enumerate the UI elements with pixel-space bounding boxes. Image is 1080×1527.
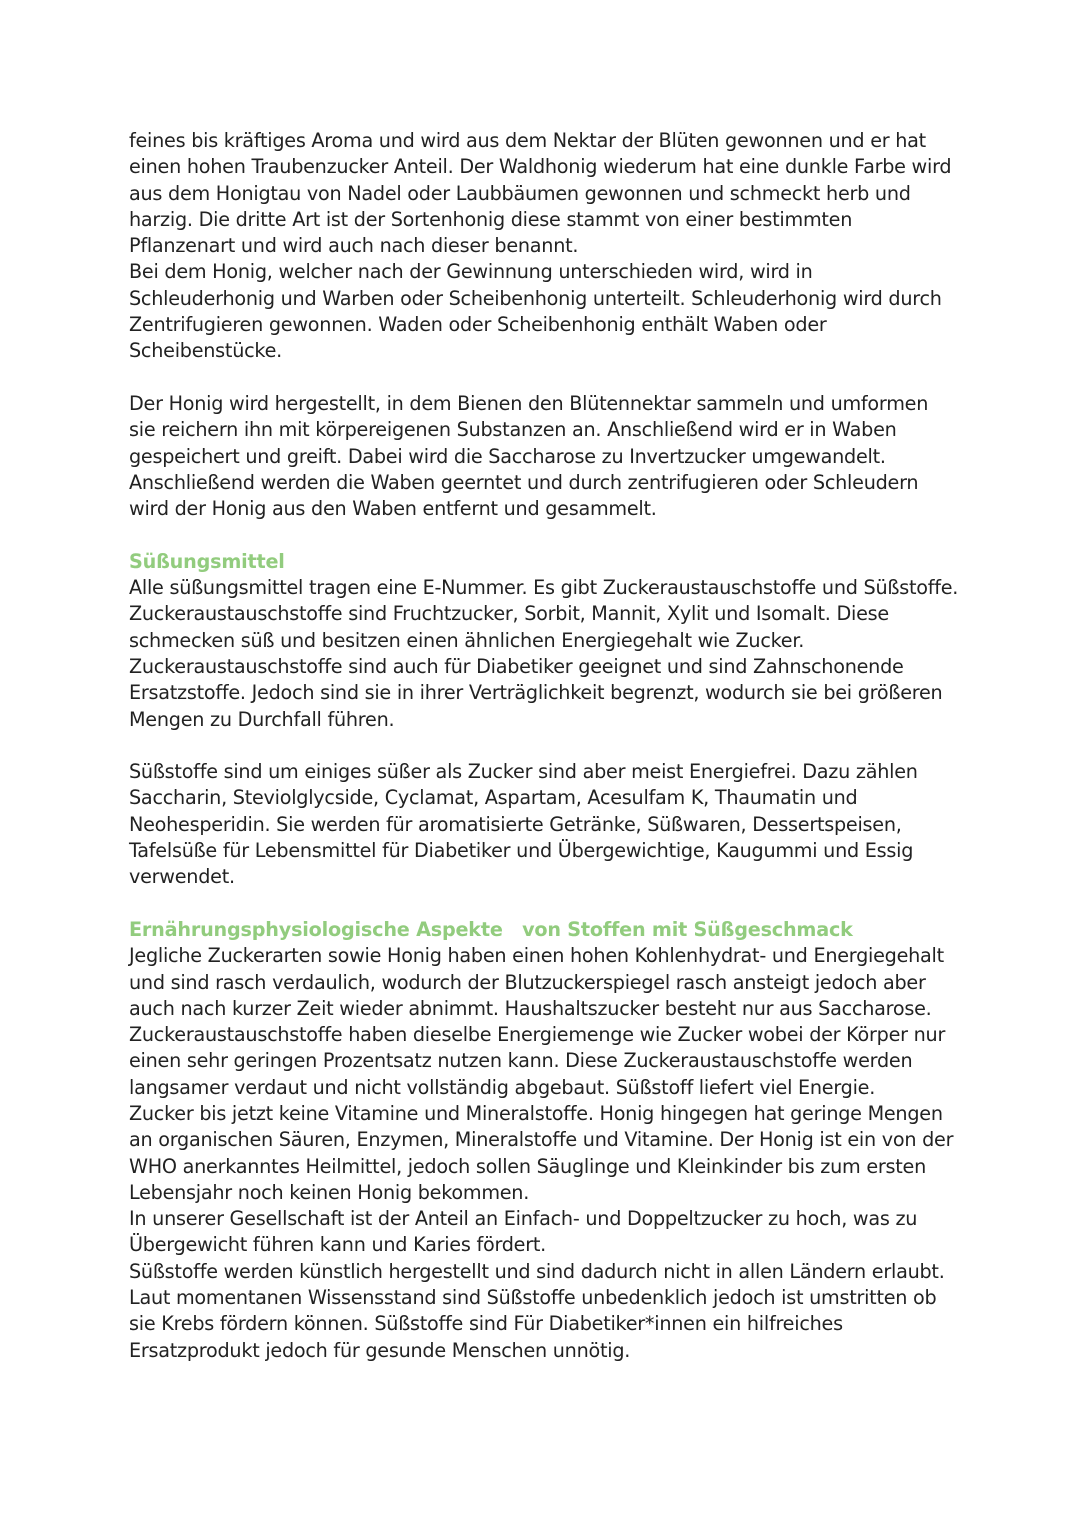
- vitamins-minerals-paragraph: Zucker bis jetzt keine Vitamine und Mineralstoffe. Honig hingegen hat geringe Mengen an organischen Säuren, Enzymen, Mineralstoffe und Vitamine. Der Honig ist ein von der WHO anerkanntes Heilmittel, jedoch sollen Säuglinge und Kleinkinder bis zum ersten Lebensjahr noch keinen Honig bekommen.: [129, 1101, 954, 1204]
- nutrition-aspects-heading: Ernährungsphysiologische Aspekte von Stoffen mit Süßgeschmack: [129, 917, 853, 941]
- artificial-sweeteners-paragraph: Süßstoffe sind um einiges süßer als Zucker sind aber meist Energiefrei. Dazu zählen Saccharin, Steviolglycside, Cyclamat, Aspartam, Acesulfam K, Thaumatin und Neohesperidin. Sie werden für aromatisierte Getränke, Süßwaren, Dessertspeisen, Tafelsüße für Lebensmittel für Diabetiker und Übergewichtige, Kaugummi und Essig verwendet.: [129, 760, 918, 889]
- paragraph-spacer: [129, 733, 959, 759]
- paragraph-spacer: [129, 365, 959, 391]
- document-page: [129, 128, 959, 1364]
- society-sugar-paragraph: In unserer Gesellschaft ist der Anteil an Einfach- und Doppeltzucker zu hoch, was zu Übergewicht führen kann und Karies fördert.: [129, 1207, 918, 1257]
- sweetener-regulation-paragraph: Süßstoffe werden künstlich hergestellt und sind dadurch nicht in allen Ländern erlaubt. Laut momentanen Wissensstand sind Süßstoffe unbedenklich jedoch ist umstritten ob sie Krebs fördern können. Süßstoffe sind Für Diabetiker*innen ein hilfreiches Ersatzprodukt jedoch für gesunde Menschen unnötig.: [129, 1259, 945, 1362]
- sweeteners-heading: Süßungsmittel: [129, 549, 285, 573]
- paragraph-spacer: [129, 522, 959, 548]
- paragraph-spacer: [129, 891, 959, 917]
- sugar-digestion-paragraph: Jegliche Zuckerarten sowie Honig haben einen hohen Kohlenhydrat- und Energiegehalt und sind rasch verdaulich, wodurch der Blutzuckerspiegel rasch ansteigt jedoch aber auch nach kurzer Zeit wieder abnimmt. Haushaltszucker besteht nur aus Saccharose. Zuckeraustauschstoffe haben dieselbe Energiemenge wie Zucker wobei der Körper nur einen sehr geringen Prozentsatz nutzen kann. Diese Zuckeraustauschstoffe werden langsamer verdaut und nicht vollständig abgebaut. Süßstoff liefert viel Energie.: [129, 944, 946, 1099]
- honey-production-paragraph: Der Honig wird hergestellt, in dem Bienen den Blütennektar sammeln und umformen sie reichern ihn mit körpereigenen Substanzen an. Anschließend wird er in Waben gespeichert und greift. Dabei wird die Saccharose zu Invertzucker umgewandelt. Anschließend werden die Waben geerntet und durch zentrifugieren oder Schleudern wird der Honig aus den Waben entfernt und gesammelt.: [129, 391, 929, 521]
- honey-extraction-paragraph: Bei dem Honig, welcher nach der Gewinnung unterschieden wird, wird in Schleuderhonig und Warben oder Scheibenhonig unterteilt. Schleuderhonig wird durch Zentrifugieren gewonnen. Waden oder Scheibenhonig enthält Waben oder Scheibenstücke.: [129, 260, 942, 363]
- honey-varieties-paragraph: feines bis kräftiges Aroma und wird aus dem Nektar der Blüten gewonnen und er hat einen hohen Traubenzucker Anteil. Der Waldhonig wiederum hat eine dunkle Farbe wird aus dem Honigtau von Nadel oder Laubbäumen gewonnen und schmeckt herb und harzig. Die dritte Art ist der Sortenhonig diese stammt von einer bestimmten Pflanzenart und wird auch nach dieser benannt.: [129, 129, 952, 258]
- sugar-substitutes-paragraph: Alle süßungsmittel tragen eine E-Nummer. Es gibt Zuckeraustauschstoffe und Süßstoffe. Zuckeraustauschstoffe sind Fruchtzucker, Sorbit, Mannit, Xylit und Isomalt. Diese schmecken süß und besitzen einen ähnlichen Energiegehalt wie Zucker. Zuckeraustauschstoffe sind auch für Diabetiker geeignet und sind Zahnschonende Ersatzstoffe. Jedoch sind sie in ihrer Verträglichkeit begrenzt, wodurch sie bei größeren Mengen zu Durchfall führen.: [129, 576, 959, 731]
